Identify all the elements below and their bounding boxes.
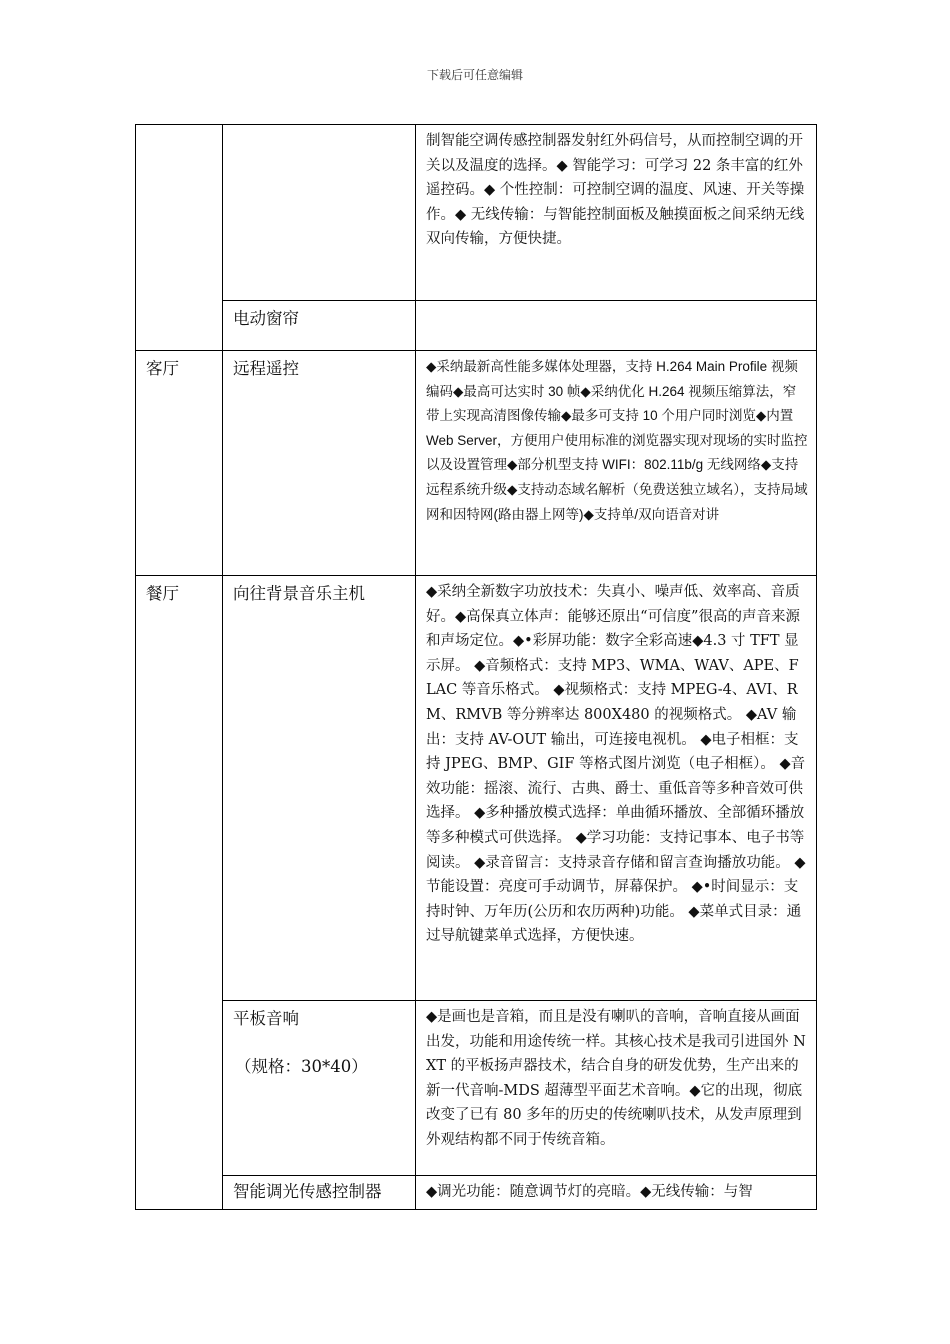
- item-label: 平板音响: [233, 1009, 299, 1028]
- item-description: ◆是画也是音箱，而且是没有喇叭的音响，音响直接从画面出发，功能和用途传统一样。其核心技术是我司引进国外 NXT 的平板扬声器技术，结合自身的研发优势，生产出来的新一代音响-MDS 超薄型平面艺术音响。◆它的出现，彻底改变了已有 80 多年的历史的传统喇叭技术，从发声原理到外观结构都不同于传统音箱。: [426, 1009, 806, 1148]
- item-description: ◆采纳全新数字功放技术：失真小、噪声低、效率高、音质好。◆高保真立体声：能够还原出“可信度”很高的声音来源和声场定位。◆•彩屏功能：数字全彩高速◆4.3 寸 TFT 显示屏。 ◆音频格式：支持 MP3、WMA、WAV、APE、FLAC 等音乐格式。 ◆视频格式：支持 MPEG-4、AVI、RM、RMVB 等分辨率达 800X480 的视频格式。 ◆AV 输出：支持 AV-OUT 输出，可连接电视机。 ◆电子相框：支持 JPEG、BMP、GIF 等格式图片浏览（电子相框）。 ◆音效功能：摇滚、流行、古典、爵士、重低音等多种音效可供选择。 ◆多种播放模式选择：单曲循环播放、全部循环播放等多种模式可供选择。 ◆学习功能：支持记事本、电子书等阅读。 ◆录音留言：支持录音存储和留言查询播放功能。 ◆节能设置：亮度可手动调节，屏幕保护。 ◆•时间显示：支持时钟、万年历(公历和农历两种)功能。 ◆菜单式目录：通过导航键菜单式选择，方便快速。: [426, 584, 806, 945]
- item-label: 远程遥控: [233, 359, 299, 378]
- desc-cell: [416, 1176, 817, 1210]
- room-label: 餐厅: [146, 584, 179, 603]
- room-label: 客厅: [146, 359, 179, 378]
- desc-cell: [416, 1001, 817, 1176]
- page-header: 下载后可任意编辑: [426, 68, 523, 82]
- item-description: ◆调光功能：随意调节灯的亮暗。◆无线传输：与智: [426, 1184, 753, 1200]
- room-cell: [136, 576, 223, 1210]
- desc-cell: [416, 125, 817, 301]
- item-label: 电动窗帘: [233, 309, 299, 328]
- table-row: [136, 576, 817, 1001]
- desc-cell: [416, 576, 817, 1001]
- table-row: [136, 351, 817, 576]
- room-cell: [136, 351, 223, 576]
- item-cell: [223, 351, 416, 576]
- item-label: 智能调光传感控制器: [233, 1182, 382, 1201]
- desc-cell: [416, 301, 817, 351]
- table-row: [136, 1001, 817, 1176]
- room-label: [146, 129, 214, 131]
- item-cell: [223, 576, 416, 1001]
- item-cell: [223, 301, 416, 351]
- spec-table: [135, 124, 817, 1210]
- table-row: [136, 301, 817, 351]
- desc-cell: [416, 351, 817, 576]
- item-spec: （规格：30*40）: [235, 1057, 368, 1076]
- table-row: [136, 125, 817, 301]
- item-label: [233, 129, 407, 131]
- item-description: ◆采纳最新高性能多媒体处理器，支持 H.264 Main Profile 视频编码◆最高可达实时 30 帧◆采纳优化 H.264 视频压缩算法，窄带上实现高清图像传输◆最多可支持 10 个用户同时浏览◆内置 Web Server，方便用户使用标准的浏览器实现对现场的实时监控以及设置管理◆部分机型支持 WIFI：802.11b/g 无线网络◆支持远程系统升级◆支持动态域名解析（免费送独立域名），支持局域网和因特网(路由器上网等)◆支持单/双向语音对讲: [426, 359, 808, 522]
- item-cell: [223, 1001, 416, 1176]
- item-cell: [223, 125, 416, 301]
- table-row: [136, 1176, 817, 1210]
- item-label: 向往背景音乐主机: [233, 584, 365, 603]
- item-cell: [223, 1176, 416, 1210]
- item-description: 制智能空调传感控制器发射红外码信号，从而控制空调的开关以及温度的选择。◆ 智能学习：可学习 22 条丰富的红外遥控码。◆ 个性控制：可控制空调的温度、风速、开关等操作。◆ 无线传输：与智能控制面板及触摸面板之间采纳无线双向传输，方便快捷。: [426, 133, 805, 248]
- room-cell: [136, 125, 223, 351]
